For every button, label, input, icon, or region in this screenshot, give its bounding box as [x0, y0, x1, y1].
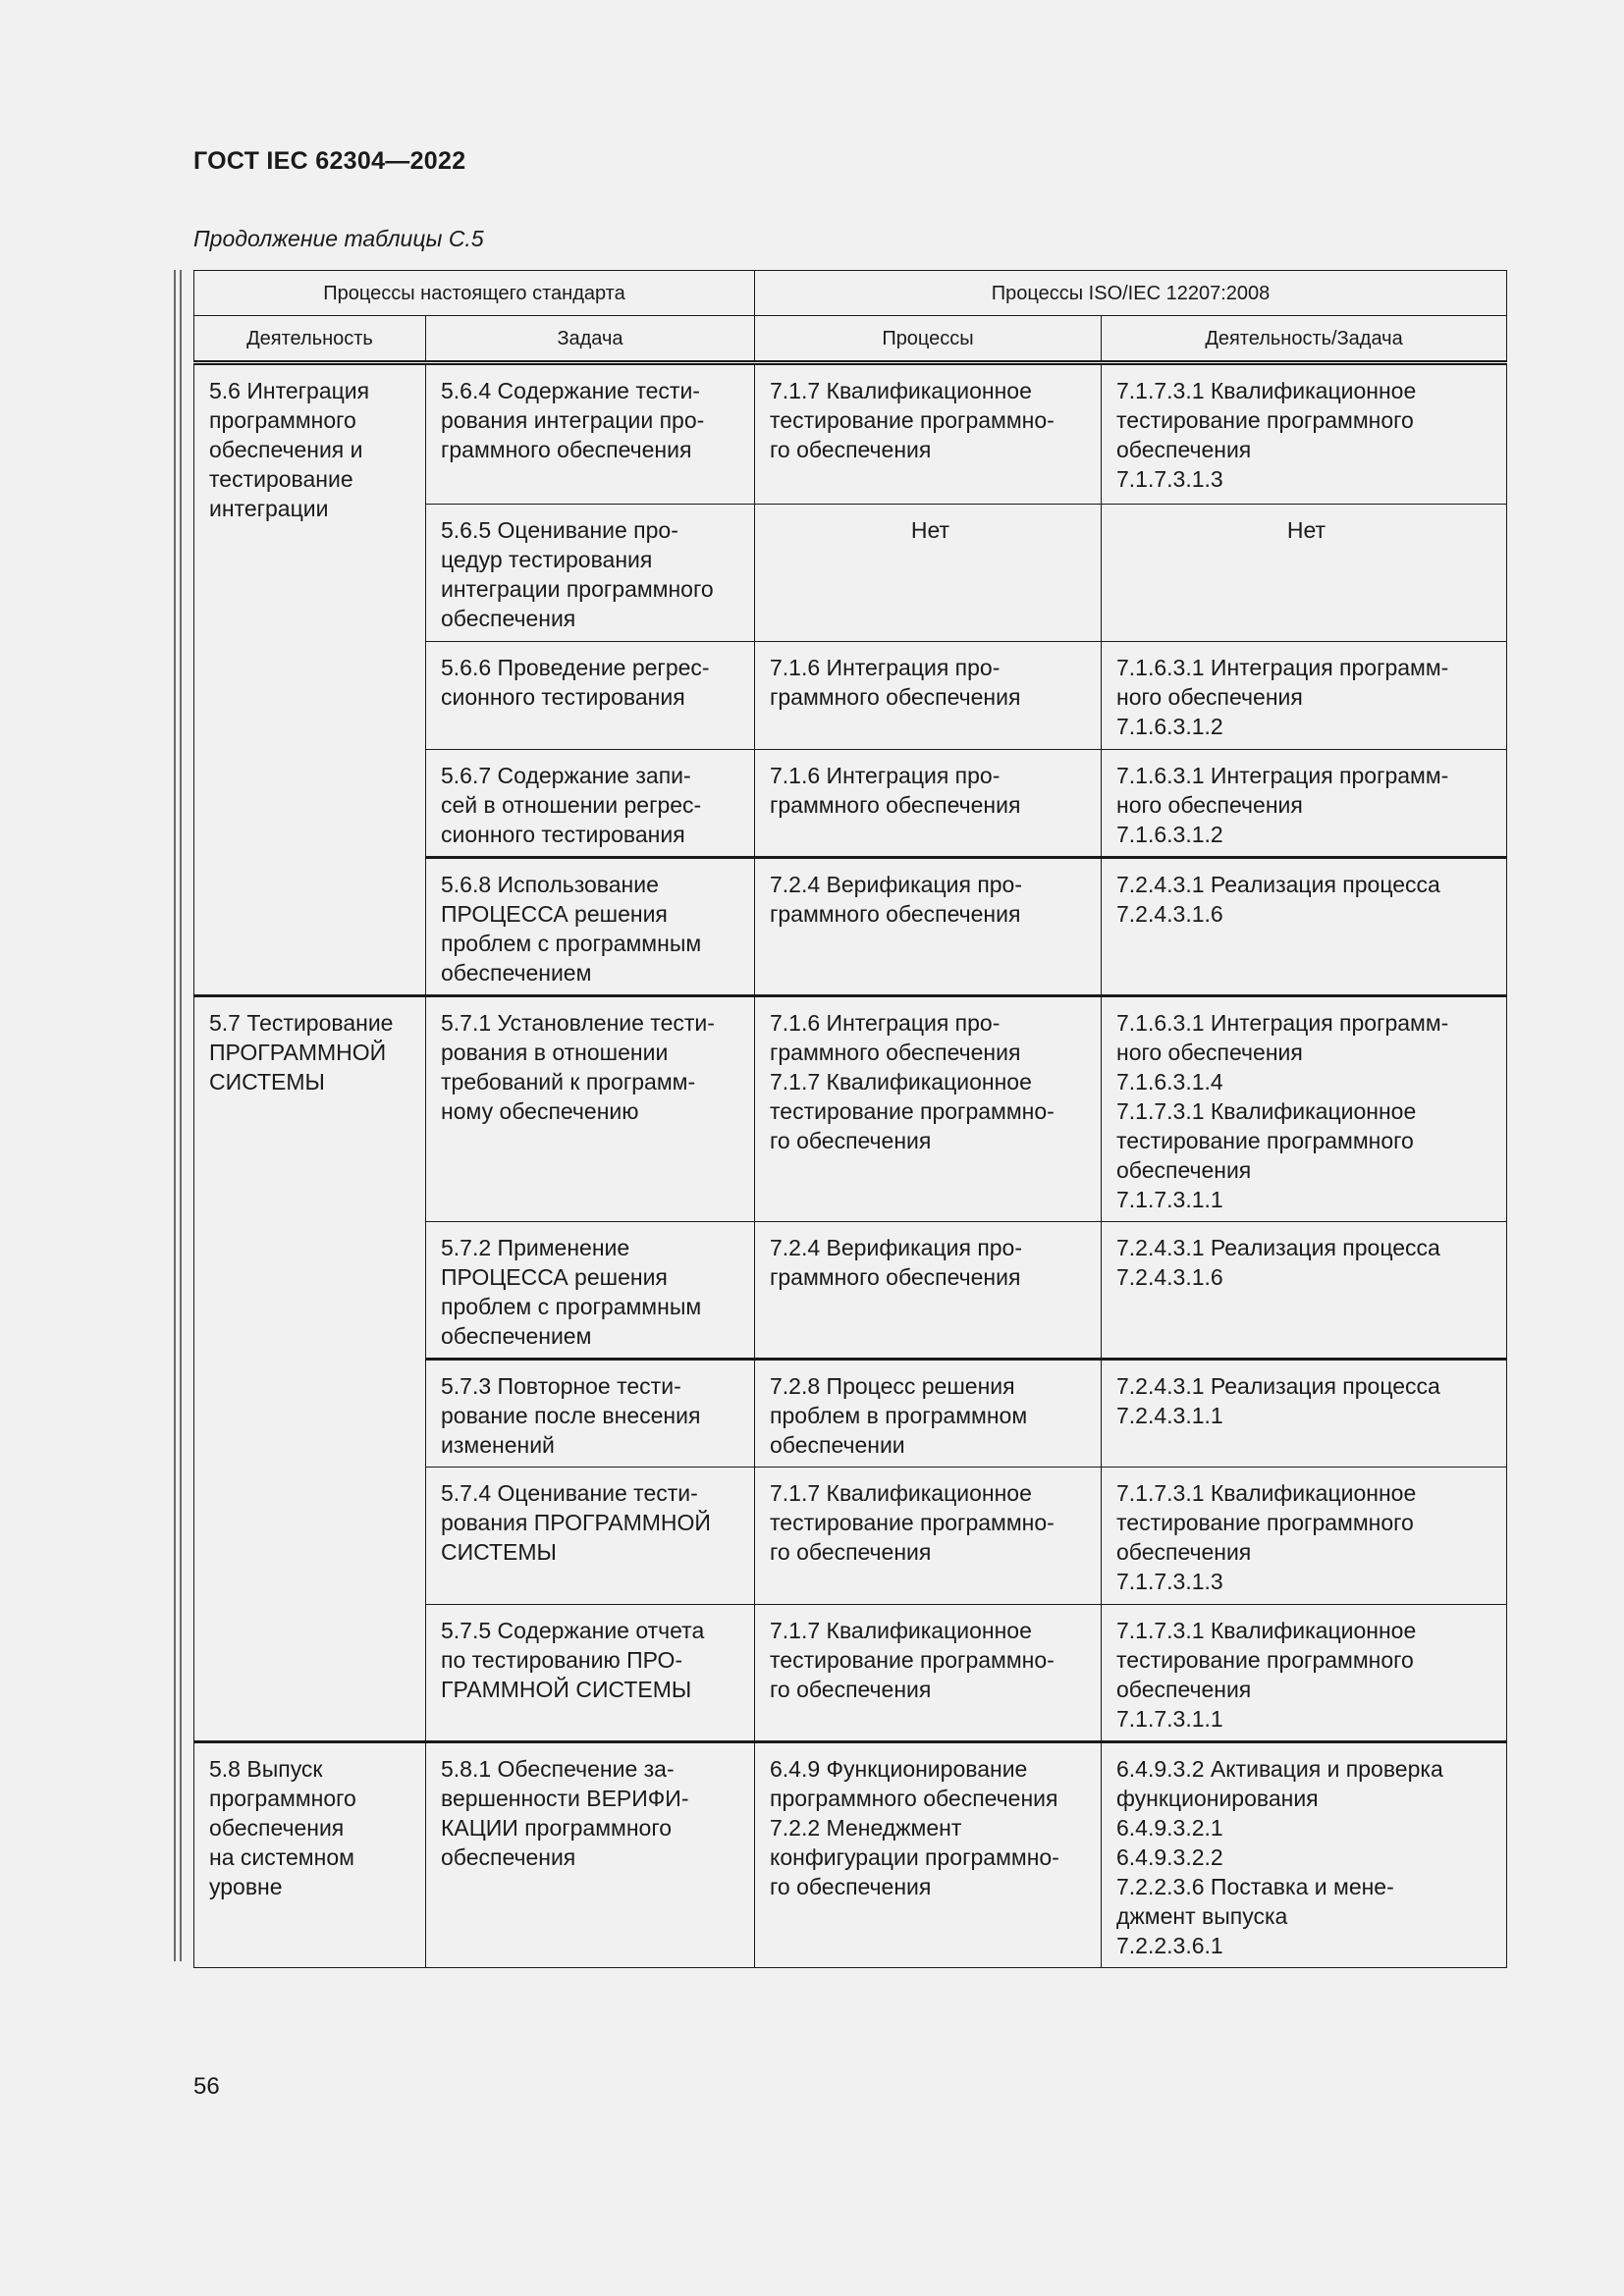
task-cell: 5.6.8 Использование ПРОЦЕССА решения проблем с программным обеспечением — [426, 858, 755, 996]
process-cell: 7.1.6 Интеграция про- граммного обеспечения — [755, 750, 1102, 858]
activity-task-cell: 7.1.7.3.1 Квалификационное тестирование программного обеспечения 7.1.7.3.1.3 — [1102, 1468, 1507, 1605]
correspondence-table — [193, 270, 1507, 1968]
process-cell: Нет — [755, 505, 1102, 642]
table-row — [194, 363, 1507, 505]
process-cell: 6.4.9 Функционирование программного обеспечения 7.2.2 Менеджмент конфигурации программно- го обеспечения — [755, 1742, 1102, 1968]
activity-task-cell: Нет — [1102, 505, 1507, 642]
activity-task-cell: 7.1.7.3.1 Квалификационное тестирование программного обеспечения 7.1.7.3.1.3 — [1102, 363, 1507, 505]
table-row — [194, 996, 1507, 1222]
change-bar — [174, 270, 176, 1961]
column-header-activity-task: Деятельность/Задача — [1102, 316, 1507, 363]
table-body — [194, 363, 1507, 1968]
activity-task-cell: 7.1.6.3.1 Интеграция программ- ного обеспечения 7.1.6.3.1.2 — [1102, 642, 1507, 750]
activity-task-cell: 7.2.4.3.1 Реализация процесса 7.2.4.3.1.1 — [1102, 1360, 1507, 1468]
activity-cell: 5.8 Выпуск программного обеспечения на системном уровне — [194, 1742, 426, 1968]
process-cell: 7.2.8 Процесс решения проблем в программном обеспечении — [755, 1360, 1102, 1468]
process-cell: 7.1.6 Интеграция про- граммного обеспечения 7.1.7 Квалификационное тестирование программно- го обеспечения — [755, 996, 1102, 1222]
table-row — [194, 1742, 1507, 1968]
document-header: ГОСТ IEC 62304—2022 — [193, 147, 466, 175]
group-header-this-standard: Процессы настоящего стандарта — [194, 271, 755, 316]
activity-cell: 5.6 Интеграция программного обеспечения и тестирование интеграции — [194, 363, 426, 996]
task-cell: 5.6.5 Оценивание про- цедур тестирования интеграции программного обеспечения — [426, 505, 755, 642]
activity-task-cell: 7.1.7.3.1 Квалификационное тестирование программного обеспечения 7.1.7.3.1.1 — [1102, 1605, 1507, 1742]
activity-cell: 5.7 Тестирование ПРОГРАММНОЙ СИСТЕМЫ — [194, 996, 426, 1742]
table-caption: Продолжение таблицы С.5 — [193, 226, 484, 251]
column-header-task: Задача — [426, 316, 755, 363]
task-cell: 5.7.1 Установление тести- рования в отношении требований к программ- ному обеспечению — [426, 996, 755, 1222]
process-cell: 7.1.6 Интеграция про- граммного обеспечения — [755, 642, 1102, 750]
task-cell: 5.6.7 Содержание запи- сей в отношении регрес- сионного тестирования — [426, 750, 755, 858]
process-cell: 7.1.7 Квалификационное тестирование программно- го обеспечения — [755, 1605, 1102, 1742]
task-cell: 5.6.6 Проведение регрес- сионного тестирования — [426, 642, 755, 750]
activity-task-cell: 7.1.6.3.1 Интеграция программ- ного обеспечения 7.1.6.3.1.2 — [1102, 750, 1507, 858]
activity-task-cell: 7.2.4.3.1 Реализация процесса 7.2.4.3.1.6 — [1102, 1222, 1507, 1360]
activity-task-cell: 7.2.4.3.1 Реализация процесса 7.2.4.3.1.6 — [1102, 858, 1507, 996]
task-cell: 5.7.2 Применение ПРОЦЕССА решения проблем с программным обеспечением — [426, 1222, 755, 1360]
group-header-row — [194, 271, 1507, 316]
process-cell: 7.2.4 Верификация про- граммного обеспечения — [755, 858, 1102, 996]
activity-task-cell: 6.4.9.3.2 Активация и проверка функционирования 6.4.9.3.2.1 6.4.9.3.2.2 7.2.2.3.6 Поставка и мене- джмент выпуска 7.2.2.3.6.1 — [1102, 1742, 1507, 1968]
process-cell: 7.1.7 Квалификационное тестирование программно- го обеспечения — [755, 363, 1102, 505]
task-cell: 5.7.5 Содержание отчета по тестированию ПРО- ГРАММНОЙ СИСТЕМЫ — [426, 1605, 755, 1742]
column-header-row — [194, 316, 1507, 363]
task-cell: 5.7.4 Оценивание тести- рования ПРОГРАММНОЙ СИСТЕМЫ — [426, 1468, 755, 1605]
task-cell: 5.8.1 Обеспечение за- вершенности ВЕРИФИ- КАЦИИ программного обеспечения — [426, 1742, 755, 1968]
task-cell: 5.7.3 Повторное тести- рование после внесения изменений — [426, 1360, 755, 1468]
page-number: 56 — [193, 2073, 220, 2100]
column-header-activity: Деятельность — [194, 316, 426, 363]
process-cell: 7.1.7 Квалификационное тестирование программно- го обеспечения — [755, 1468, 1102, 1605]
process-cell: 7.2.4 Верификация про- граммного обеспечения — [755, 1222, 1102, 1360]
column-header-processes: Процессы — [755, 316, 1102, 363]
task-cell: 5.6.4 Содержание тести- рования интеграции про- граммного обеспечения — [426, 363, 755, 505]
change-bar — [180, 270, 182, 1961]
group-header-iso: Процессы ISO/IEC 12207:2008 — [755, 271, 1507, 316]
activity-task-cell: 7.1.6.3.1 Интеграция программ- ного обеспечения 7.1.6.3.1.4 7.1.7.3.1 Квалификационное тестирование программного обеспечения 7.1.7.3.1.1 — [1102, 996, 1507, 1222]
